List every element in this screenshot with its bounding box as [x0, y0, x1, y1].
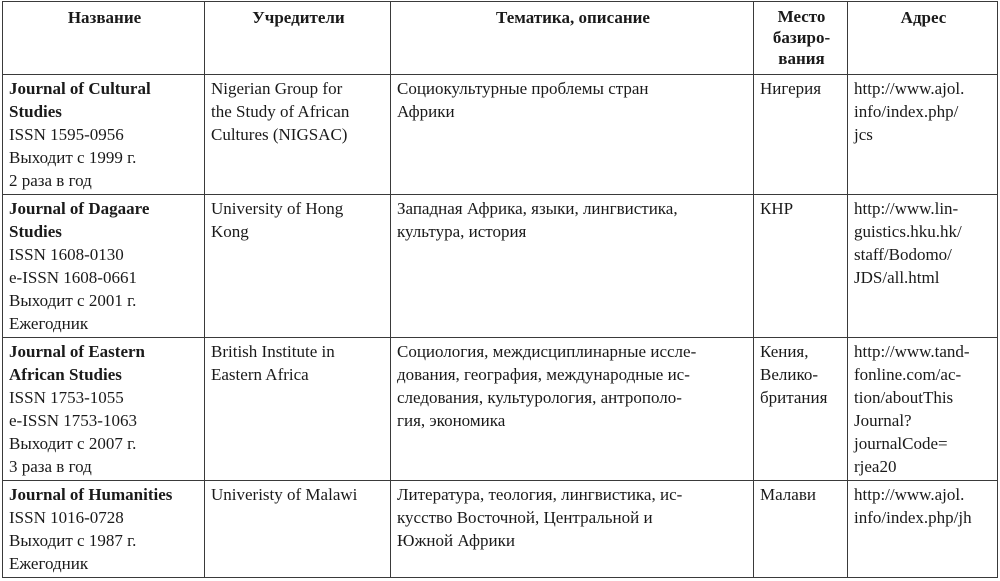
- header-place-line: Место: [777, 7, 826, 26]
- place-cell: [754, 195, 848, 338]
- title-line: Journal of Cultural: [9, 79, 151, 98]
- topic-line: дования, география, международные ис-: [397, 365, 690, 384]
- address-line: http://www.ajol.: [854, 79, 965, 98]
- founder-line: Kong: [211, 222, 249, 241]
- topic-line: гия, экономика: [397, 411, 506, 430]
- address-line: fonline.com/ac-: [854, 365, 962, 384]
- title-line: Studies: [9, 102, 62, 121]
- journal-name-cell: [3, 75, 205, 195]
- journal-title: [9, 77, 200, 123]
- journal-name-cell: [3, 481, 205, 578]
- founders-cell: [205, 75, 391, 195]
- address-line: info/index.php/jh: [854, 508, 972, 527]
- founder-line: Univeristy of Malawi: [211, 485, 358, 504]
- address-cell: [848, 75, 998, 195]
- topic-line: Африки: [397, 102, 455, 121]
- journal-title: [9, 197, 200, 243]
- table-row: [3, 338, 998, 481]
- detail-line: 3 раза в год: [9, 457, 92, 476]
- journal-name-cell: [3, 338, 205, 481]
- founder-line: Nigerian Group for: [211, 79, 343, 98]
- topic-line: Социология, междисциплинарные иссле-: [397, 342, 697, 361]
- address-line: http://www.tand-: [854, 342, 970, 361]
- address-line: tion/aboutThis: [854, 388, 954, 407]
- place-cell: [754, 481, 848, 578]
- founder-line: Eastern Africa: [211, 365, 309, 384]
- detail-line: e-ISSN 1608-0661: [9, 268, 137, 287]
- place-line: КНР: [760, 199, 794, 218]
- header-name: Название: [3, 2, 205, 75]
- header-place: [754, 2, 848, 75]
- founder-line: British Institute in: [211, 342, 335, 361]
- address-line: info/index.php/: [854, 102, 959, 121]
- detail-line: ISSN 1016-0728: [9, 508, 124, 527]
- place-cell: [754, 338, 848, 481]
- detail-line: ISSN 1753-1055: [9, 388, 124, 407]
- header-founders: Учредители: [205, 2, 391, 75]
- topic-line: Литература, теология, лингвистика, ис-: [397, 485, 683, 504]
- founders-cell: [205, 338, 391, 481]
- topic-cell: [391, 481, 754, 578]
- founders-cell: [205, 481, 391, 578]
- place-line: Нигерия: [760, 79, 822, 98]
- detail-line: ISSN 1595-0956: [9, 125, 124, 144]
- topic-line: кусство Восточной, Центральной и: [397, 508, 653, 527]
- place-line: Кения,: [760, 342, 809, 361]
- topic-cell: [391, 338, 754, 481]
- founder-line: University of Hong: [211, 199, 344, 218]
- address-cell: [848, 481, 998, 578]
- title-line: Journal of Eastern: [9, 342, 145, 361]
- title-line: African Studies: [9, 365, 122, 384]
- address-line: staff/Bodomo/: [854, 245, 952, 264]
- detail-line: Выходит с 2001 г.: [9, 291, 137, 310]
- journal-title: [9, 340, 200, 386]
- detail-line: Ежегодник: [9, 314, 89, 333]
- journals-table: [2, 1, 998, 578]
- header-place-line: вания: [778, 49, 825, 68]
- detail-line: 2 раза в год: [9, 171, 92, 190]
- topic-line: следования, культурология, антрополо-: [397, 388, 682, 407]
- address-line: http://www.ajol.: [854, 485, 965, 504]
- table-row: [3, 75, 998, 195]
- detail-line: e-ISSN 1753-1063: [9, 411, 137, 430]
- place-line: Малави: [760, 485, 816, 504]
- header-topic: Тематика, описание: [391, 2, 754, 75]
- journal-title: [9, 483, 200, 506]
- founder-line: the Study of African: [211, 102, 350, 121]
- founder-line: Cultures (NIGSAC): [211, 125, 348, 144]
- address-line: journalCode=: [854, 434, 948, 453]
- founders-cell: [205, 195, 391, 338]
- address-line: Journal?: [854, 411, 912, 430]
- topic-line: культура, история: [397, 222, 527, 241]
- table-row: [3, 195, 998, 338]
- place-line: Велико-: [760, 365, 819, 384]
- header-address: Адрес: [848, 2, 998, 75]
- journal-name-cell: [3, 195, 205, 338]
- detail-line: Выходит с 1987 г.: [9, 531, 137, 550]
- address-line: jcs: [854, 125, 873, 144]
- address-line: rjea20: [854, 457, 897, 476]
- topic-cell: [391, 75, 754, 195]
- address-line: guistics.hku.hk/: [854, 222, 962, 241]
- topic-line: Южной Африки: [397, 531, 515, 550]
- detail-line: Ежегодник: [9, 554, 89, 573]
- topic-line: Западная Африка, языки, лингвистика,: [397, 199, 678, 218]
- header-place-line: базиро-: [772, 28, 831, 47]
- address-cell: [848, 338, 998, 481]
- place-line: британия: [760, 388, 828, 407]
- detail-line: Выходит с 1999 г.: [9, 148, 137, 167]
- address-cell: [848, 195, 998, 338]
- detail-line: Выходит с 2007 г.: [9, 434, 137, 453]
- title-line: Journal of Humanities: [9, 485, 173, 504]
- topic-line: Социокультурные проблемы стран: [397, 79, 649, 98]
- address-line: JDS/all.html: [854, 268, 940, 287]
- title-line: Studies: [9, 222, 62, 241]
- address-line: http://www.lin-: [854, 199, 959, 218]
- detail-line: ISSN 1608-0130: [9, 245, 124, 264]
- place-cell: [754, 75, 848, 195]
- title-line: Journal of Dagaare: [9, 199, 150, 218]
- header-row: [3, 2, 998, 75]
- topic-cell: [391, 195, 754, 338]
- table-row: [3, 481, 998, 578]
